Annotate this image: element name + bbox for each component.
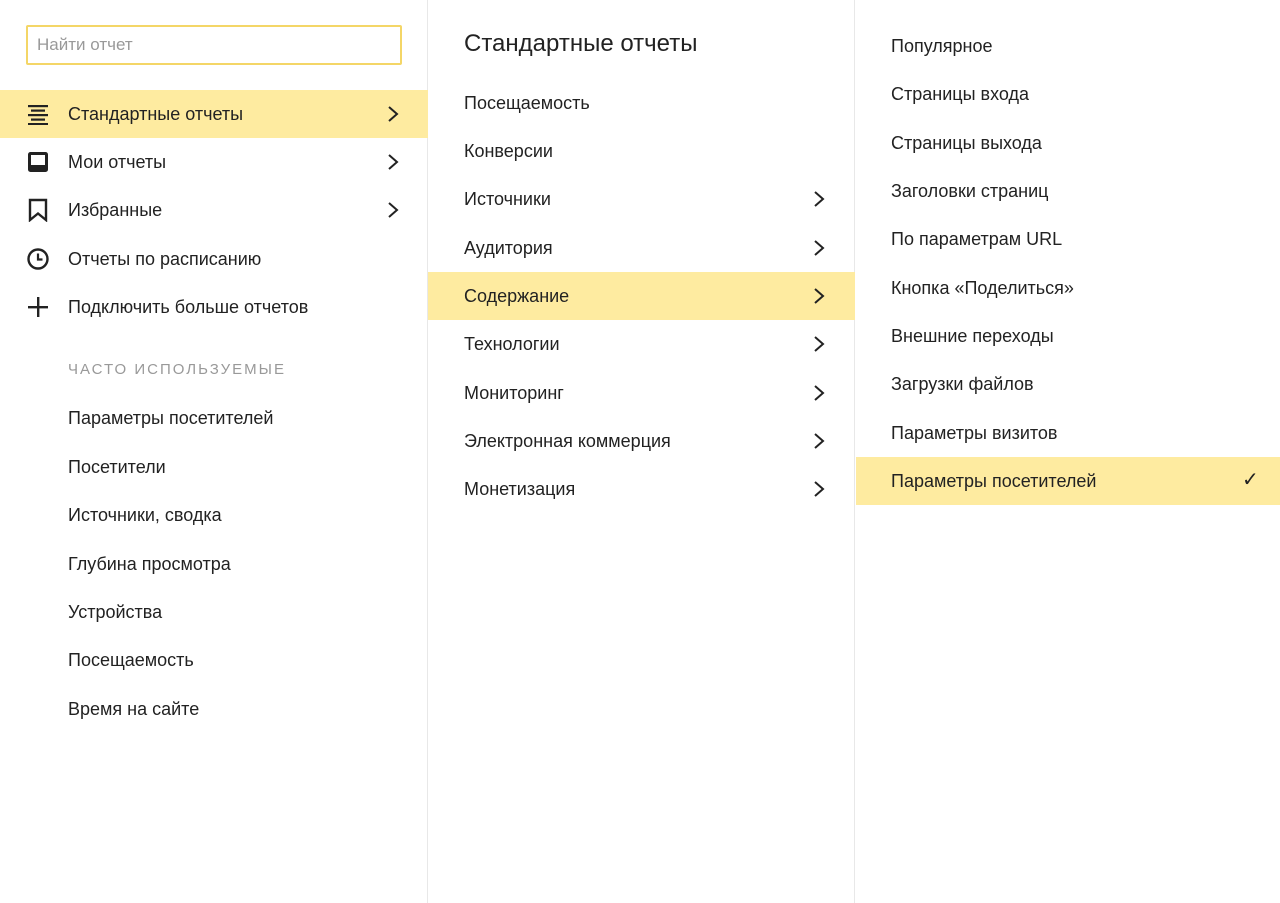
nav-item-connect-more[interactable] [0,283,428,331]
chevron-right-icon [813,238,825,258]
report-item[interactable] [856,119,1280,167]
content-reports-column [856,0,1280,903]
report-item[interactable] [856,22,1280,70]
chevron-right-icon [387,152,399,172]
search-box[interactable] [26,25,402,65]
bookmark-icon [26,198,50,222]
frequent-item-label: Глубина просмотра [68,553,231,574]
nav-item-label: Избранные [68,199,163,220]
nav-item-my-reports[interactable] [0,138,428,186]
frequent-item-label: Время на сайте [68,698,200,719]
frequent-item[interactable] [0,685,428,733]
category-label: Электронная коммерция [464,430,671,451]
report-item[interactable] [856,409,1280,457]
inbox-icon [26,150,50,174]
nav-item-scheduled-reports[interactable] [0,235,428,283]
frequent-item[interactable] [0,443,428,491]
frequent-item[interactable] [0,540,428,588]
category-label: Содержание [464,285,570,306]
category-label: Источники [464,188,551,209]
nav-item-favorites[interactable] [0,186,428,234]
report-label: Страницы выхода [891,132,1042,153]
category-item-sources[interactable] [428,175,855,223]
nav-item-label: Мои отчеты [68,151,167,172]
frequent-item[interactable] [0,491,428,539]
category-item-audience[interactable] [428,224,855,272]
plus-icon [26,295,50,319]
category-item-technologies[interactable] [428,320,855,368]
search-input[interactable] [28,27,400,63]
chevron-right-icon [813,189,825,209]
report-item[interactable] [856,264,1280,312]
report-item[interactable] [856,215,1280,263]
report-label: Загрузки файлов [891,373,1034,394]
report-item[interactable] [856,70,1280,118]
report-label: Страницы входа [891,83,1029,104]
reports-nav-column [0,0,428,903]
category-label: Монетизация [464,478,576,499]
report-item[interactable] [856,167,1280,215]
frequent-item[interactable] [0,636,428,684]
chevron-right-icon [813,383,825,403]
category-item-ecommerce[interactable] [428,417,855,465]
category-item-conversions[interactable] [428,127,855,175]
category-item-content[interactable] [428,272,855,320]
nav-item-label: Отчеты по расписанию [68,248,262,269]
frequent-item-label: Параметры посетителей [68,407,274,428]
nav-item-standard-reports[interactable] [0,90,428,138]
category-label: Посещаемость [464,92,590,113]
chevron-right-icon [387,200,399,220]
report-label: Заголовки страниц [891,180,1049,201]
report-label: Кнопка «Поделиться» [891,277,1074,298]
report-label: Внешние переходы [891,325,1054,346]
category-item-monitoring[interactable] [428,369,855,417]
chevron-right-icon [813,334,825,354]
category-item-monetization[interactable] [428,465,855,513]
category-label: Конверсии [464,140,553,161]
frequent-item-label: Источники, сводка [68,504,222,525]
category-label: Аудитория [464,237,553,258]
category-label: Технологии [464,333,560,354]
report-label: Параметры визитов [891,422,1058,443]
category-item-attendance[interactable] [428,79,855,127]
chevron-right-icon [813,479,825,499]
nav-item-label: Стандартные отчеты [68,103,244,124]
standard-reports-column [428,0,855,903]
report-label: По параметрам URL [891,228,1063,249]
report-item-selected[interactable] [856,457,1280,505]
report-item[interactable] [856,312,1280,360]
checkmark-icon: ✓ [1242,469,1259,491]
report-label: Популярное [891,35,993,56]
frequent-item-label: Посетители [68,456,166,477]
frequent-item-label: Устройства [68,601,163,622]
category-label: Мониторинг [464,382,564,403]
frequent-item[interactable] [0,588,428,636]
frequent-section-caption: ЧАСТО ИСПОЛЬЗУЕМЫЕ [68,361,286,378]
frequent-item[interactable] [0,394,428,442]
list-icon [26,102,50,126]
nav-item-label: Подключить больше отчетов [68,296,309,317]
frequent-item-label: Посещаемость [68,649,194,670]
column-title: Стандартные отчеты [464,30,698,57]
chevron-right-icon [387,104,399,124]
chevron-right-icon [813,431,825,451]
chevron-right-icon [813,286,825,306]
report-label: Параметры посетителей [891,470,1097,491]
clock-icon [26,247,50,271]
report-item[interactable] [856,360,1280,408]
